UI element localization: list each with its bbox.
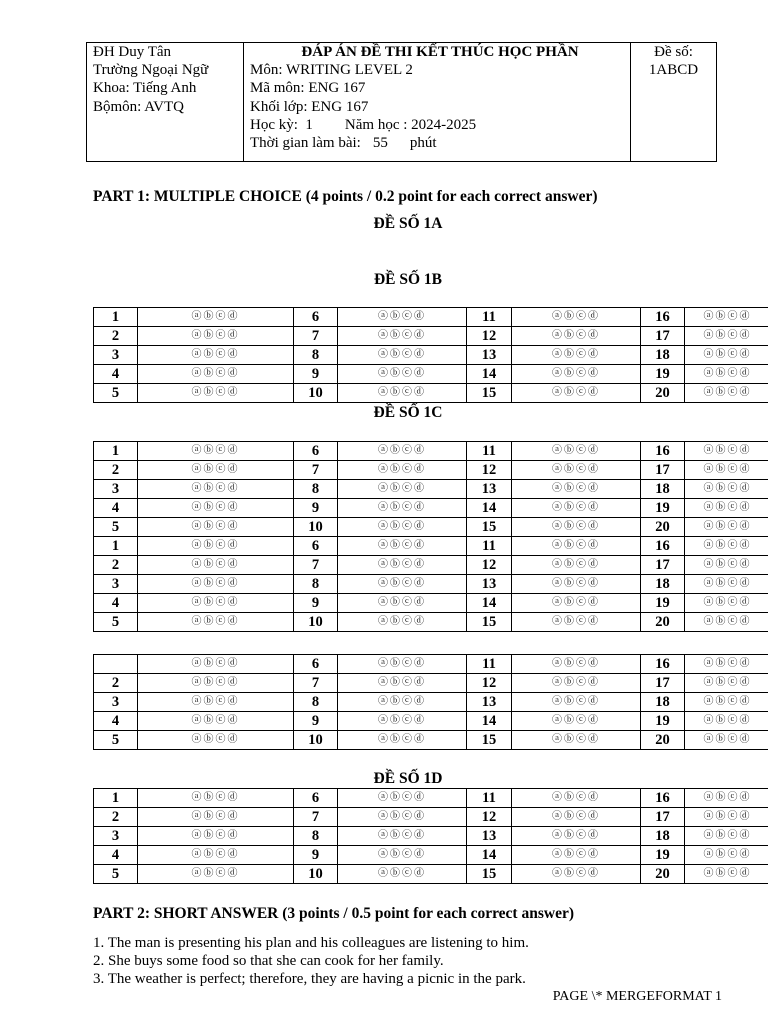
question-number: 19 <box>641 594 685 613</box>
question-number: 7 <box>294 674 338 693</box>
answer-bubbles[interactable]: ⓐⓑⓒⓓ <box>512 613 641 632</box>
answer-bubbles[interactable]: ⓐⓑⓒⓓ <box>685 556 768 575</box>
question-number: 11 <box>467 442 512 461</box>
department-name: Bộmôn: AVTQ <box>93 98 184 115</box>
answer-bubbles[interactable]: ⓐⓑⓒⓓ <box>685 575 768 594</box>
answer-bubbles[interactable]: ⓐⓑⓒⓓ <box>512 693 641 712</box>
answer-bubbles[interactable]: ⓐⓑⓒⓓ <box>138 865 294 884</box>
answer-bubbles[interactable]: ⓐⓑⓒⓓ <box>138 655 294 674</box>
question-number: 2 <box>94 674 138 693</box>
question-number: 12 <box>467 327 512 346</box>
question-number: 16 <box>641 308 685 327</box>
answer-bubbles[interactable]: ⓐⓑⓒⓓ <box>512 537 641 556</box>
answer-bubbles[interactable]: ⓐⓑⓒⓓ <box>685 865 768 884</box>
answer-bubbles[interactable]: ⓐⓑⓒⓓ <box>138 365 294 384</box>
question-number: 9 <box>294 712 338 731</box>
question-number: 20 <box>641 613 685 632</box>
question-number: 12 <box>467 808 512 827</box>
answer-bubbles[interactable]: ⓐⓑⓒⓓ <box>338 537 467 556</box>
answer-grid-1d <box>93 788 768 884</box>
grid-row <box>94 384 768 403</box>
grid-row <box>94 789 768 808</box>
answer-bubbles[interactable]: ⓐⓑⓒⓓ <box>685 846 768 865</box>
answer-bubbles[interactable]: ⓐⓑⓒⓓ <box>338 499 467 518</box>
answer-bubbles[interactable]: ⓐⓑⓒⓓ <box>338 384 467 403</box>
answer-bubbles[interactable]: ⓐⓑⓒⓓ <box>138 808 294 827</box>
grid-row <box>94 537 768 556</box>
answer-bubbles[interactable]: ⓐⓑⓒⓓ <box>512 827 641 846</box>
answer-bubbles[interactable]: ⓐⓑⓒⓓ <box>138 731 294 750</box>
question-number: 3 <box>94 693 138 712</box>
question-number: 15 <box>467 865 512 884</box>
duration-unit: phút <box>409 135 437 152</box>
answer-bubbles[interactable]: ⓐⓑⓒⓓ <box>138 442 294 461</box>
part1-heading: PART 1: MULTIPLE CHOICE (4 points / 0.2 point for each correct answer) <box>93 188 598 205</box>
answer-bubbles[interactable]: ⓐⓑⓒⓓ <box>138 846 294 865</box>
semester-value: 1 <box>305 116 313 133</box>
answer-bubbles[interactable]: ⓐⓑⓒⓓ <box>512 674 641 693</box>
question-number: 16 <box>641 789 685 808</box>
answer-bubbles[interactable]: ⓐⓑⓒⓓ <box>138 480 294 499</box>
subject: Môn: WRITING LEVEL 2 <box>250 62 413 79</box>
section-1c-title: ĐỀ SỐ 1C <box>373 404 443 421</box>
grid-row <box>94 499 768 518</box>
answer-bubbles[interactable]: ⓐⓑⓒⓓ <box>512 575 641 594</box>
answer-bubbles[interactable]: ⓐⓑⓒⓓ <box>512 346 641 365</box>
school-year: Năm học : 2024-2025 <box>344 116 477 133</box>
question-number: 6 <box>294 442 338 461</box>
answer-bubbles[interactable]: ⓐⓑⓒⓓ <box>138 461 294 480</box>
question-number: 4 <box>94 594 138 613</box>
answer-item-3: 3. The weather is perfect; therefore, they are having a picnic in the park. <box>93 971 526 987</box>
answer-bubbles[interactable]: ⓐⓑⓒⓓ <box>685 613 768 632</box>
grid-row <box>94 461 768 480</box>
answer-bubbles[interactable]: ⓐⓑⓒⓓ <box>685 461 768 480</box>
question-number: 1 <box>94 308 138 327</box>
question-number: 9 <box>294 499 338 518</box>
question-number: 17 <box>641 461 685 480</box>
answer-bubbles[interactable]: ⓐⓑⓒⓓ <box>138 537 294 556</box>
answer-bubbles[interactable]: ⓐⓑⓒⓓ <box>685 518 768 537</box>
question-number: 15 <box>467 731 512 750</box>
grid-row <box>94 865 768 884</box>
question-number: 3 <box>94 575 138 594</box>
answer-bubbles[interactable]: ⓐⓑⓒⓓ <box>338 808 467 827</box>
answer-bubbles[interactable]: ⓐⓑⓒⓓ <box>512 327 641 346</box>
school-name: Trường Ngoại Ngữ <box>93 62 209 79</box>
question-number: 17 <box>641 327 685 346</box>
university-info <box>87 43 244 162</box>
answer-bubbles[interactable]: ⓐⓑⓒⓓ <box>138 613 294 632</box>
answer-bubbles[interactable]: ⓐⓑⓒⓓ <box>338 556 467 575</box>
grid-row <box>94 808 768 827</box>
answer-bubbles[interactable]: ⓐⓑⓒⓓ <box>685 480 768 499</box>
answer-grid-1c <box>93 441 768 632</box>
section-1b-title: ĐỀ SỐ 1B <box>373 271 443 288</box>
answer-bubbles[interactable]: ⓐⓑⓒⓓ <box>338 365 467 384</box>
question-number: 15 <box>467 613 512 632</box>
question-number: 17 <box>641 674 685 693</box>
answer-bubbles[interactable]: ⓐⓑⓒⓓ <box>338 461 467 480</box>
answer-bubbles[interactable]: ⓐⓑⓒⓓ <box>338 693 467 712</box>
answer-bubbles[interactable]: ⓐⓑⓒⓓ <box>512 865 641 884</box>
grid-row <box>94 827 768 846</box>
answer-bubbles[interactable]: ⓐⓑⓒⓓ <box>685 365 768 384</box>
question-number: 11 <box>467 789 512 808</box>
question-number: 6 <box>294 789 338 808</box>
grid-row <box>94 518 768 537</box>
question-number: 7 <box>294 556 338 575</box>
question-number: 9 <box>294 846 338 865</box>
answer-bubbles[interactable]: ⓐⓑⓒⓓ <box>338 327 467 346</box>
question-number: 11 <box>467 308 512 327</box>
answer-bubbles[interactable]: ⓐⓑⓒⓓ <box>138 384 294 403</box>
grid-row <box>94 365 768 384</box>
question-number: 8 <box>294 575 338 594</box>
answer-bubbles[interactable]: ⓐⓑⓒⓓ <box>512 461 641 480</box>
question-number: 6 <box>294 308 338 327</box>
answer-bubbles[interactable]: ⓐⓑⓒⓓ <box>338 846 467 865</box>
question-number: 14 <box>467 594 512 613</box>
question-number: 14 <box>467 499 512 518</box>
answer-bubbles[interactable]: ⓐⓑⓒⓓ <box>138 327 294 346</box>
question-number: 13 <box>467 575 512 594</box>
grid-row <box>94 575 768 594</box>
question-number: 18 <box>641 693 685 712</box>
question-number: 3 <box>94 827 138 846</box>
question-number: 19 <box>641 365 685 384</box>
answer-bubbles[interactable]: ⓐⓑⓒⓓ <box>138 556 294 575</box>
answer-bubbles[interactable]: ⓐⓑⓒⓓ <box>338 712 467 731</box>
answer-bubbles[interactable]: ⓐⓑⓒⓓ <box>685 308 768 327</box>
question-number: 17 <box>641 808 685 827</box>
question-number: 11 <box>467 537 512 556</box>
answer-bubbles[interactable]: ⓐⓑⓒⓓ <box>685 827 768 846</box>
question-number: 7 <box>294 808 338 827</box>
question-number: 7 <box>294 327 338 346</box>
question-number: 18 <box>641 575 685 594</box>
question-number: 4 <box>94 365 138 384</box>
answer-grid-1b <box>93 307 768 403</box>
question-number <box>94 655 138 674</box>
question-number: 13 <box>467 693 512 712</box>
exam-info <box>244 43 631 162</box>
grid-row <box>94 846 768 865</box>
question-number: 14 <box>467 712 512 731</box>
question-number: 7 <box>294 461 338 480</box>
answer-bubbles[interactable]: ⓐⓑⓒⓓ <box>338 655 467 674</box>
question-number: 3 <box>94 346 138 365</box>
question-number: 3 <box>94 480 138 499</box>
answer-bubbles[interactable]: ⓐⓑⓒⓓ <box>138 827 294 846</box>
answer-bubbles[interactable]: ⓐⓑⓒⓓ <box>138 693 294 712</box>
duration <box>250 134 630 152</box>
question-number: 4 <box>94 499 138 518</box>
question-number: 4 <box>94 712 138 731</box>
answer-bubbles[interactable]: ⓐⓑⓒⓓ <box>338 480 467 499</box>
subject-code: Mã môn: ENG 167 <box>250 80 366 97</box>
university-name: ĐH Duy Tân <box>93 44 172 60</box>
grid-row <box>94 480 768 499</box>
question-number: 18 <box>641 480 685 499</box>
grid-row <box>94 556 768 575</box>
question-number: 15 <box>467 384 512 403</box>
answer-bubbles[interactable]: ⓐⓑⓒⓓ <box>138 594 294 613</box>
question-number: 2 <box>94 461 138 480</box>
answer-bubbles[interactable]: ⓐⓑⓒⓓ <box>338 789 467 808</box>
answer-bubbles[interactable]: ⓐⓑⓒⓓ <box>685 327 768 346</box>
section-1d-title: ĐỀ SỐ 1D <box>373 770 443 787</box>
question-number: 10 <box>294 731 338 750</box>
answer-bubbles[interactable]: ⓐⓑⓒⓓ <box>685 674 768 693</box>
question-number: 12 <box>467 556 512 575</box>
exam-code-cell <box>631 43 717 162</box>
question-number: 6 <box>294 655 338 674</box>
answer-bubbles[interactable]: ⓐⓑⓒⓓ <box>138 346 294 365</box>
grid-row <box>94 442 768 461</box>
semester-label: Học kỳ: <box>250 116 298 133</box>
question-number: 10 <box>294 518 338 537</box>
answer-bubbles[interactable]: ⓐⓑⓒⓓ <box>512 499 641 518</box>
question-number: 2 <box>94 556 138 575</box>
grid-row <box>94 327 768 346</box>
question-number: 19 <box>641 499 685 518</box>
question-number: 14 <box>467 846 512 865</box>
duration-label: Thời gian làm bài: <box>250 135 361 152</box>
question-number: 1 <box>94 537 138 556</box>
question-number: 5 <box>94 731 138 750</box>
question-number: 19 <box>641 846 685 865</box>
answer-bubbles[interactable]: ⓐⓑⓒⓓ <box>512 594 641 613</box>
answer-bubbles[interactable]: ⓐⓑⓒⓓ <box>512 518 641 537</box>
answer-bubbles[interactable]: ⓐⓑⓒⓓ <box>512 846 641 865</box>
question-number: 13 <box>467 480 512 499</box>
answer-bubbles[interactable]: ⓐⓑⓒⓓ <box>512 556 641 575</box>
grid-row <box>94 693 768 712</box>
answer-bubbles[interactable]: ⓐⓑⓒⓓ <box>138 712 294 731</box>
question-number: 10 <box>294 384 338 403</box>
question-number: 16 <box>641 537 685 556</box>
question-number: 12 <box>467 461 512 480</box>
question-number: 8 <box>294 480 338 499</box>
answer-bubbles[interactable]: ⓐⓑⓒⓓ <box>138 575 294 594</box>
grid-row <box>94 674 768 693</box>
question-number: 5 <box>94 865 138 884</box>
exam-code: 1ABCD <box>648 62 699 79</box>
question-number: 19 <box>641 712 685 731</box>
question-number: 20 <box>641 731 685 750</box>
answer-grid-extra <box>93 654 768 750</box>
question-number: 2 <box>94 808 138 827</box>
answer-bubbles[interactable]: ⓐⓑⓒⓓ <box>685 346 768 365</box>
exam-code-label: Đề số: <box>654 44 693 60</box>
question-number: 5 <box>94 613 138 632</box>
part2-heading: PART 2: SHORT ANSWER (3 points / 0.5 point for each correct answer) <box>93 905 574 922</box>
answer-bubbles[interactable]: ⓐⓑⓒⓓ <box>685 499 768 518</box>
answer-bubbles[interactable]: ⓐⓑⓒⓓ <box>685 808 768 827</box>
answer-bubbles[interactable]: ⓐⓑⓒⓓ <box>512 712 641 731</box>
page-footer: PAGE \* MERGEFORMAT 1 <box>552 989 722 1004</box>
question-number: 6 <box>294 537 338 556</box>
grid-row <box>94 655 768 674</box>
answer-bubbles[interactable]: ⓐⓑⓒⓓ <box>512 442 641 461</box>
question-number: 20 <box>641 384 685 403</box>
question-number: 10 <box>294 613 338 632</box>
exam-title: ĐÁP ÁN ĐỀ THI KẾT THÚC HỌC PHẦN <box>301 44 579 60</box>
duration-value: 55 <box>372 135 388 152</box>
answer-bubbles[interactable]: ⓐⓑⓒⓓ <box>338 865 467 884</box>
answer-bubbles[interactable]: ⓐⓑⓒⓓ <box>512 480 641 499</box>
answer-bubbles[interactable]: ⓐⓑⓒⓓ <box>138 308 294 327</box>
question-number: 18 <box>641 346 685 365</box>
grid-row <box>94 731 768 750</box>
answer-item-1: 1. The man is presenting his plan and his colleagues are listening to him. <box>93 935 529 951</box>
question-number: 18 <box>641 827 685 846</box>
question-number: 17 <box>641 556 685 575</box>
question-number: 13 <box>467 346 512 365</box>
question-number: 1 <box>94 789 138 808</box>
exam-header-table <box>86 42 717 162</box>
question-number: 8 <box>294 827 338 846</box>
answer-bubbles[interactable]: ⓐⓑⓒⓓ <box>685 655 768 674</box>
question-number: 9 <box>294 594 338 613</box>
answer-bubbles[interactable]: ⓐⓑⓒⓓ <box>512 308 641 327</box>
grid-row <box>94 346 768 365</box>
question-number: 16 <box>641 442 685 461</box>
answer-bubbles[interactable]: ⓐⓑⓒⓓ <box>138 518 294 537</box>
faculty-name: Khoa: Tiếng Anh <box>93 80 197 97</box>
answer-bubbles[interactable]: ⓐⓑⓒⓓ <box>338 442 467 461</box>
semester-year <box>250 116 630 134</box>
answer-bubbles[interactable]: ⓐⓑⓒⓓ <box>685 789 768 808</box>
question-number: 8 <box>294 693 338 712</box>
grid-row <box>94 613 768 632</box>
answer-bubbles[interactable]: ⓐⓑⓒⓓ <box>512 789 641 808</box>
answer-bubbles[interactable]: ⓐⓑⓒⓓ <box>338 594 467 613</box>
answer-bubbles[interactable]: ⓐⓑⓒⓓ <box>512 731 641 750</box>
question-number: 10 <box>294 865 338 884</box>
answer-bubbles[interactable]: ⓐⓑⓒⓓ <box>338 731 467 750</box>
section-1a-title: ĐỀ SỐ 1A <box>373 215 443 232</box>
question-number: 16 <box>641 655 685 674</box>
answer-bubbles[interactable]: ⓐⓑⓒⓓ <box>338 674 467 693</box>
question-number: 5 <box>94 384 138 403</box>
question-number: 15 <box>467 518 512 537</box>
answer-bubbles[interactable]: ⓐⓑⓒⓓ <box>338 575 467 594</box>
question-number: 20 <box>641 865 685 884</box>
question-number: 4 <box>94 846 138 865</box>
question-number: 5 <box>94 518 138 537</box>
question-number: 13 <box>467 827 512 846</box>
answer-bubbles[interactable]: ⓐⓑⓒⓓ <box>338 346 467 365</box>
question-number: 11 <box>467 655 512 674</box>
question-number: 1 <box>94 442 138 461</box>
answer-bubbles[interactable]: ⓐⓑⓒⓓ <box>685 712 768 731</box>
answer-bubbles[interactable]: ⓐⓑⓒⓓ <box>138 674 294 693</box>
question-number: 12 <box>467 674 512 693</box>
answer-bubbles[interactable]: ⓐⓑⓒⓓ <box>338 827 467 846</box>
grid-row <box>94 594 768 613</box>
answer-bubbles[interactable]: ⓐⓑⓒⓓ <box>338 613 467 632</box>
answer-bubbles[interactable]: ⓐⓑⓒⓓ <box>512 384 641 403</box>
answer-bubbles[interactable]: ⓐⓑⓒⓓ <box>338 518 467 537</box>
answer-bubbles[interactable]: ⓐⓑⓒⓓ <box>685 693 768 712</box>
question-number: 20 <box>641 518 685 537</box>
answer-item-2: 2. She buys some food so that she can cook for her family. <box>93 953 444 969</box>
answer-bubbles[interactable]: ⓐⓑⓒⓓ <box>512 808 641 827</box>
grid-row <box>94 712 768 731</box>
question-number: 9 <box>294 365 338 384</box>
answer-bubbles[interactable]: ⓐⓑⓒⓓ <box>512 655 641 674</box>
answer-bubbles[interactable]: ⓐⓑⓒⓓ <box>685 384 768 403</box>
answer-bubbles[interactable]: ⓐⓑⓒⓓ <box>685 594 768 613</box>
question-number: 2 <box>94 327 138 346</box>
answer-bubbles[interactable]: ⓐⓑⓒⓓ <box>685 731 768 750</box>
grid-row <box>94 308 768 327</box>
answer-bubbles[interactable]: ⓐⓑⓒⓓ <box>512 365 641 384</box>
question-number: 8 <box>294 346 338 365</box>
answer-bubbles[interactable]: ⓐⓑⓒⓓ <box>138 499 294 518</box>
answer-bubbles[interactable]: ⓐⓑⓒⓓ <box>138 789 294 808</box>
answer-bubbles[interactable]: ⓐⓑⓒⓓ <box>338 308 467 327</box>
class-code: Khối lớp: ENG 167 <box>250 98 369 115</box>
answer-bubbles[interactable]: ⓐⓑⓒⓓ <box>685 442 768 461</box>
answer-bubbles[interactable]: ⓐⓑⓒⓓ <box>685 537 768 556</box>
question-number: 14 <box>467 365 512 384</box>
